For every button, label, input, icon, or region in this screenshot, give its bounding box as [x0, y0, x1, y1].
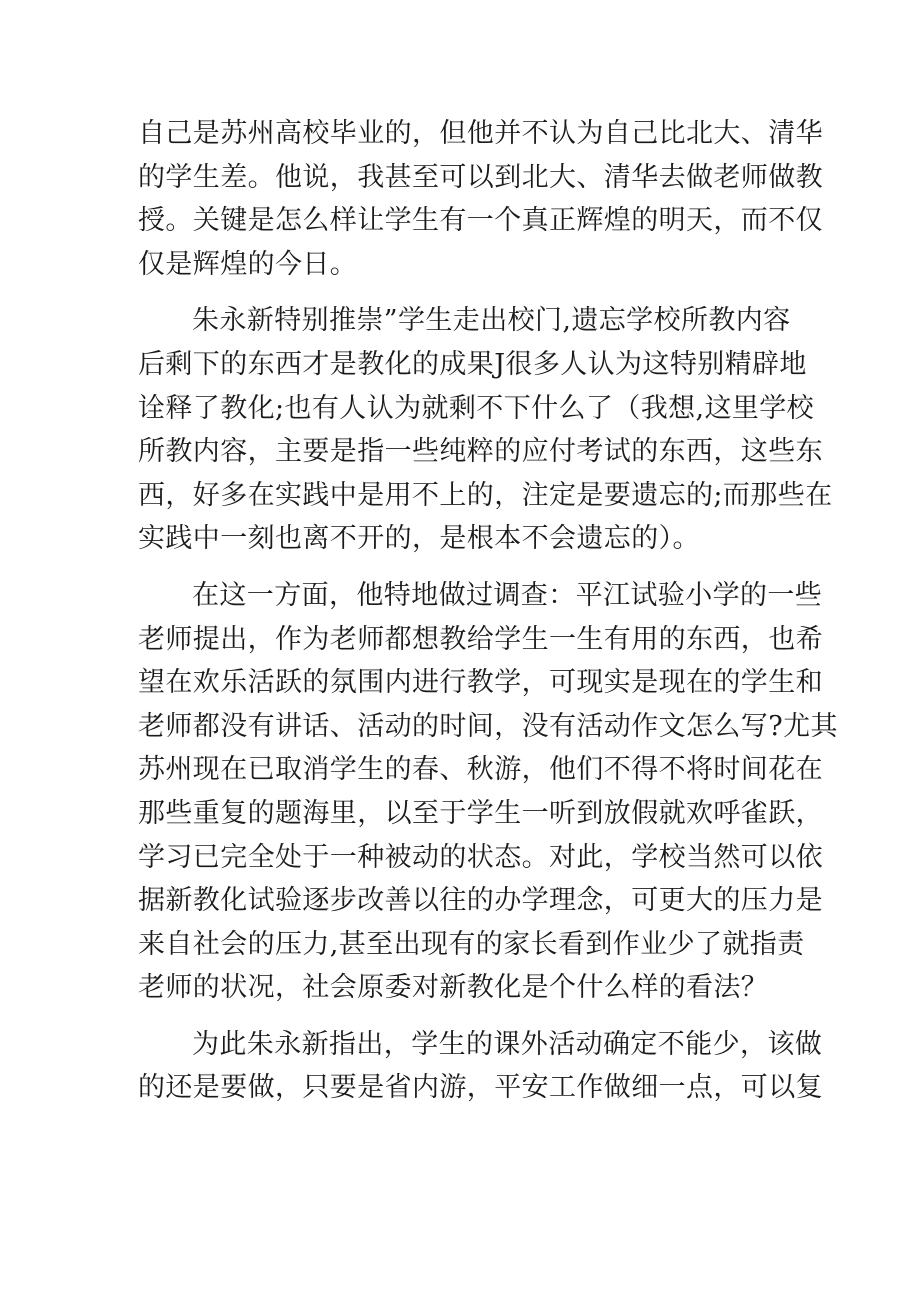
text-line: 为此朱永新指出，学生的课外活动确定不能少，该做 [192, 1028, 823, 1060]
text-line: 来自社会的压力,甚至出现有的家长看到作业少了就指责 [138, 928, 805, 960]
text-line: 诠释了教化;也有人认为就剩不下什么了（我想,这里学校 [138, 392, 815, 424]
text-line: 老师提出，作为老师都想教给学生一生有用的东西，也希 [138, 623, 823, 655]
text-line: 仅是辉煌的今日。 [138, 248, 358, 280]
paragraph-2 [138, 299, 833, 561]
text-line: 望在欢乐活跃的氛围内进行教学，可现实是现在的学生和 [138, 667, 823, 699]
text-line: 在这一方面，他特地做过调查：平江试验小学的一些 [192, 579, 823, 611]
text-line: 老师的状况，社会原委对新教化是个什么样的看法？ [138, 972, 769, 1004]
document-body [138, 112, 838, 1110]
text-line: 实践中一刻也离不开的，是根本不会遗忘的）。 [138, 523, 700, 555]
text-line: 授。关键是怎么样让学生有一个真正辉煌的明天，而不仅 [138, 205, 823, 237]
text-line: 后剩下的东西才是教化的成果J很多人认为这特别精辟地 [138, 348, 807, 380]
text-line: 自己是苏州高校毕业的，但他并不认为自己比北大、清华 [138, 118, 823, 149]
text-line: 那些重复的题海里，以至于学生一听到放假就欢呼雀跃， [138, 797, 823, 829]
text-line: 苏州现在已取消学生的春、秋游，他们不得不将时间花在 [138, 754, 823, 786]
paragraph-3 [138, 574, 838, 1010]
text-line: 老师都没有讲话、活动的时间，没有活动作文怎么写?尤其 [138, 710, 838, 742]
text-line: 的学生差。他说，我甚至可以到北大、清华去做老师做教 [138, 161, 823, 193]
paragraph-spacer [138, 1010, 798, 1023]
text-line: 学习已完全处于一种被动的状态。对此，学校当然可以依 [138, 841, 823, 873]
paragraph-spacer [138, 286, 798, 299]
text-line: 朱永新特别推崇”学生走出校门,遗忘学校所教内容 [192, 305, 791, 337]
text-line: 的还是要做，只要是省内游，平安工作做细一点，可以复 [138, 1072, 823, 1104]
text-line: 所教内容，主要是指一些纯粹的应付考试的东西，这些东 [138, 436, 823, 468]
paragraph-1 [138, 112, 823, 286]
text-line: 西，好多在实践中是用不上的，注定是要遗忘的;而那些在 [138, 479, 833, 511]
text-line: 据新教化试验逐步改善以往的办学理念，可更大的压力是 [138, 885, 823, 917]
paragraph-4 [138, 1023, 823, 1110]
paragraph-spacer [138, 561, 798, 574]
